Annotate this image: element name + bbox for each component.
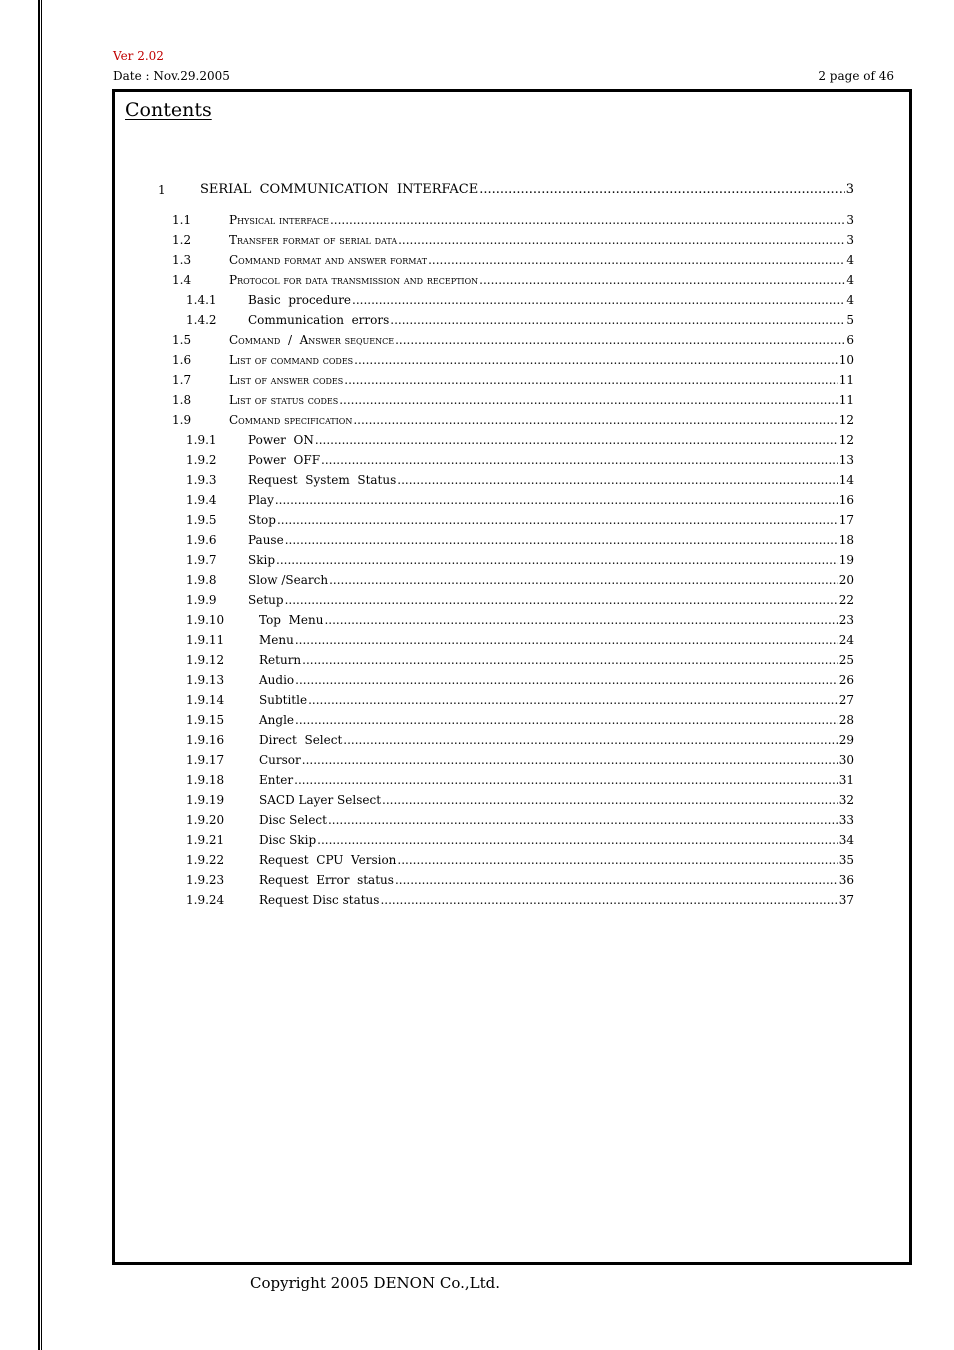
toc-entry[interactable] [186,632,854,648]
toc-entry-title: Command / Answer sequence [229,333,395,347]
toc-entry[interactable] [186,752,854,768]
toc-entry-number: 1.9.21 [186,833,225,847]
toc-entry[interactable] [172,272,854,288]
toc-entry[interactable] [186,312,854,328]
toc-entry-page: 20 [838,573,854,587]
toc-dot-leader [479,272,845,288]
toc-entry-page: 35 [838,853,854,867]
toc-entry-page: 32 [838,793,854,807]
toc-entry-page: 13 [838,453,854,467]
toc-entry[interactable] [186,812,854,828]
toc-dot-leader [302,752,838,768]
toc-entry-page: 5 [846,313,854,327]
toc-entry-title: List of answer codes [229,373,344,387]
toc-entry-page: 11 [838,393,854,407]
toc-entry-page: 29 [838,733,854,747]
toc-entry-title: Return [259,653,302,667]
toc-entry-number: 1.9.18 [186,773,225,787]
toc-entry-number: 1.9.4 [186,493,217,507]
toc-entry[interactable] [172,212,854,228]
toc-entry-number: 1.1 [172,213,192,227]
toc-entry-page: 26 [838,673,854,687]
toc-entry-title: Protocol for data transmission and reception [229,273,479,287]
toc-entry[interactable] [186,512,854,528]
toc-entry-number: 1.3 [172,253,192,267]
toc-entry-title: Angle [259,713,295,727]
toc-entry-number: 1.9.14 [186,693,225,707]
toc-entry-number: 1.9.11 [186,633,225,647]
toc-dot-leader [397,852,837,868]
toc-dot-leader [382,792,838,808]
toc-entry[interactable] [186,492,854,508]
toc-entry[interactable] [186,532,854,548]
toc-dot-leader [344,372,837,388]
toc-dot-leader [397,472,837,488]
toc-entry-title: Request System Status [248,473,397,487]
toc-entry-page: 6 [846,333,854,347]
toc-entry-title: Stop [248,513,276,527]
toc-entry-number: 1.5 [172,333,192,347]
toc-entry-title: Request Error status [259,873,394,887]
toc-dot-leader [343,732,837,748]
toc-entry-number: 1.9.8 [186,573,217,587]
toc-entry-page: 3 [846,213,854,227]
toc-entry-page: 12 [838,413,854,427]
toc-entry[interactable] [186,572,854,588]
toc-entry[interactable] [172,372,854,388]
toc-entry-title: Basic procedure [248,293,352,307]
toc-entry-title: Request CPU Version [259,853,397,867]
toc-entry-page: 14 [838,473,854,487]
toc-entry-number: 1.9.19 [186,793,225,807]
toc-dot-leader [324,612,837,628]
toc-dot-leader [330,212,845,228]
toc-entry-title: Play [248,493,274,507]
toc-entry[interactable] [158,182,854,198]
toc-dot-leader [353,412,837,428]
toc-dot-leader [294,772,838,788]
toc-entry-title: List of status codes [229,393,339,407]
toc-dot-leader [390,312,845,328]
toc-entry-title: Power ON [248,433,314,447]
toc-entry-title: Pause [248,533,284,547]
toc-entry-number: 1.9.7 [186,553,217,567]
toc-entry[interactable] [186,832,854,848]
toc-entry-page: 28 [838,713,854,727]
toc-entry-page: 31 [838,773,854,787]
toc-entry-number: 1.6 [172,353,192,367]
toc-entry-title: Skip [248,553,276,567]
toc-entry-page: 12 [838,433,854,447]
toc-entry-page: 30 [838,753,854,767]
toc-dot-leader [295,712,838,728]
toc-entry-title: Subtitle [259,693,308,707]
toc-entry[interactable] [172,352,854,368]
toc-entry-title: Menu [259,633,294,647]
toc-entry-number: 1.9.15 [186,713,225,727]
toc-dot-leader [339,392,838,408]
toc-entry-title: Audio [259,673,295,687]
toc-dot-leader [277,512,838,528]
toc-dot-leader [302,652,838,668]
toc-entry[interactable] [186,772,854,788]
toc-entry-title: Command format and answer format [229,253,428,267]
binder-line-left [38,0,40,1350]
toc-entry[interactable] [186,452,854,468]
toc-entry-title: List of command codes [229,353,354,367]
toc-dot-leader [285,532,838,548]
toc-entry-page: 33 [838,813,854,827]
toc-entry-title: Slow /Search [248,573,329,587]
toc-dot-leader [479,182,845,198]
toc-entry-number: 1.8 [172,393,192,407]
toc-entry[interactable] [172,392,854,408]
toc-entry-page: 4 [846,273,854,287]
toc-entry-number: 1.9.13 [186,673,225,687]
toc-entry[interactable] [186,612,854,628]
toc-entry[interactable] [186,892,854,908]
toc-entry-number: 1.9.3 [186,473,217,487]
toc-dot-leader [317,832,838,848]
toc-entry-page: 17 [838,513,854,527]
page-number: 2 page of 46 [818,69,894,83]
toc-dot-leader [285,592,838,608]
toc-entry-page: 19 [838,553,854,567]
toc-entry[interactable] [186,872,854,888]
toc-dot-leader [380,892,837,908]
toc-entry-number: 1 [158,183,166,197]
toc-dot-leader [329,572,838,588]
toc-entry-page: 36 [838,873,854,887]
toc-entry-page: 18 [838,533,854,547]
toc-dot-leader [328,812,838,828]
version-label: Ver 2.02 [113,49,164,63]
toc-entry-number: 1.9.6 [186,533,217,547]
toc-entry-page: 23 [838,613,854,627]
toc-entry[interactable] [186,852,854,868]
toc-entry-title: SERIAL COMMUNICATION INTERFACE [200,182,479,197]
toc-entry-title: Request Disc status [259,893,380,907]
toc-entry[interactable] [172,232,854,248]
toc-dot-leader [275,492,838,508]
toc-entry-number: 1.9.23 [186,873,225,887]
toc-entry-number: 1.7 [172,373,192,387]
toc-entry-title: Direct Select [259,733,343,747]
page-title: Contents [125,99,212,121]
toc-entry-number: 1.9.2 [186,453,217,467]
toc-entry-page: 16 [838,493,854,507]
toc-entry-title: Setup [248,593,284,607]
binder-line-right [41,0,42,1350]
toc-dot-leader [315,432,838,448]
toc-entry[interactable] [186,292,854,308]
toc-entry-page: 3 [845,182,854,197]
toc-entry[interactable] [186,732,854,748]
toc-entry-number: 1.9.5 [186,513,217,527]
toc-entry-number: 1.9 [172,413,192,427]
toc-entry-page: 34 [838,833,854,847]
toc-entry-number: 1.9.1 [186,433,217,447]
toc-entry-number: 1.9.10 [186,613,225,627]
toc-entry[interactable] [172,412,854,428]
toc-entry[interactable] [172,332,854,348]
toc-entry-number: 1.9.17 [186,753,225,767]
toc-dot-leader [398,232,845,248]
toc-entry-page: 3 [846,233,854,247]
copyright-footer: Copyright 2005 DENON Co.,Ltd. [250,1274,500,1292]
toc-entry[interactable] [186,592,854,608]
date-label: Date : Nov.29.2005 [113,69,230,83]
toc-entry-number: 1.4.1 [186,293,217,307]
toc-entry-page: 4 [846,293,854,307]
toc-entry[interactable] [186,472,854,488]
toc-entry-number: 1.9.12 [186,653,225,667]
toc-entry-title: Command specification [229,413,353,427]
toc-dot-leader [295,672,838,688]
toc-entry[interactable] [186,652,854,668]
toc-entry[interactable] [186,552,854,568]
toc-dot-leader [321,452,838,468]
toc-entry-number: 1.2 [172,233,192,247]
toc-entry-number: 1.9.20 [186,813,225,827]
toc-entry-number: 1.4.2 [186,313,217,327]
toc-entry[interactable] [172,252,854,268]
toc-dot-leader [395,332,845,348]
toc-entry-number: 1.9.22 [186,853,225,867]
toc-entry-title: Disc Select [259,813,327,827]
toc-dot-leader [308,692,838,708]
toc-entry-title: Communication errors [248,313,390,327]
toc-entry-title: SACD Layer Selsect [259,793,382,807]
toc-entry-number: 1.9.9 [186,593,217,607]
toc-entry-page: 22 [838,593,854,607]
toc-entry-number: 1.9.24 [186,893,225,907]
toc-entry-title: Power OFF [248,453,321,467]
toc-entry-page: 11 [838,373,854,387]
toc-dot-leader [354,352,838,368]
toc-dot-leader [395,872,838,888]
toc-entry-page: 4 [846,253,854,267]
toc-dot-leader [428,252,845,268]
toc-entry-number: 1.4 [172,273,192,287]
toc-entry-title: Enter [259,773,294,787]
toc-entry-page: 37 [838,893,854,907]
toc-entry[interactable] [186,712,854,728]
toc-entry[interactable] [186,692,854,708]
toc-entry[interactable] [186,672,854,688]
toc-entry-page: 25 [838,653,854,667]
toc-entry-title: Transfer format of serial data [229,233,398,247]
toc-entry-number: 1.9.16 [186,733,225,747]
toc-entry-page: 24 [838,633,854,647]
toc-entry-page: 27 [838,693,854,707]
toc-entry-title: Disc Skip [259,833,317,847]
toc-entry-title: Physical interface [229,213,329,227]
toc-entry[interactable] [186,792,854,808]
toc-entry-page: 10 [838,353,854,367]
toc-dot-leader [352,292,845,308]
toc-entry-title: Top Menu [259,613,324,627]
toc-dot-leader [276,552,838,568]
toc-dot-leader [295,632,838,648]
toc-entry[interactable] [186,432,854,448]
toc-entry-title: Cursor [259,753,301,767]
